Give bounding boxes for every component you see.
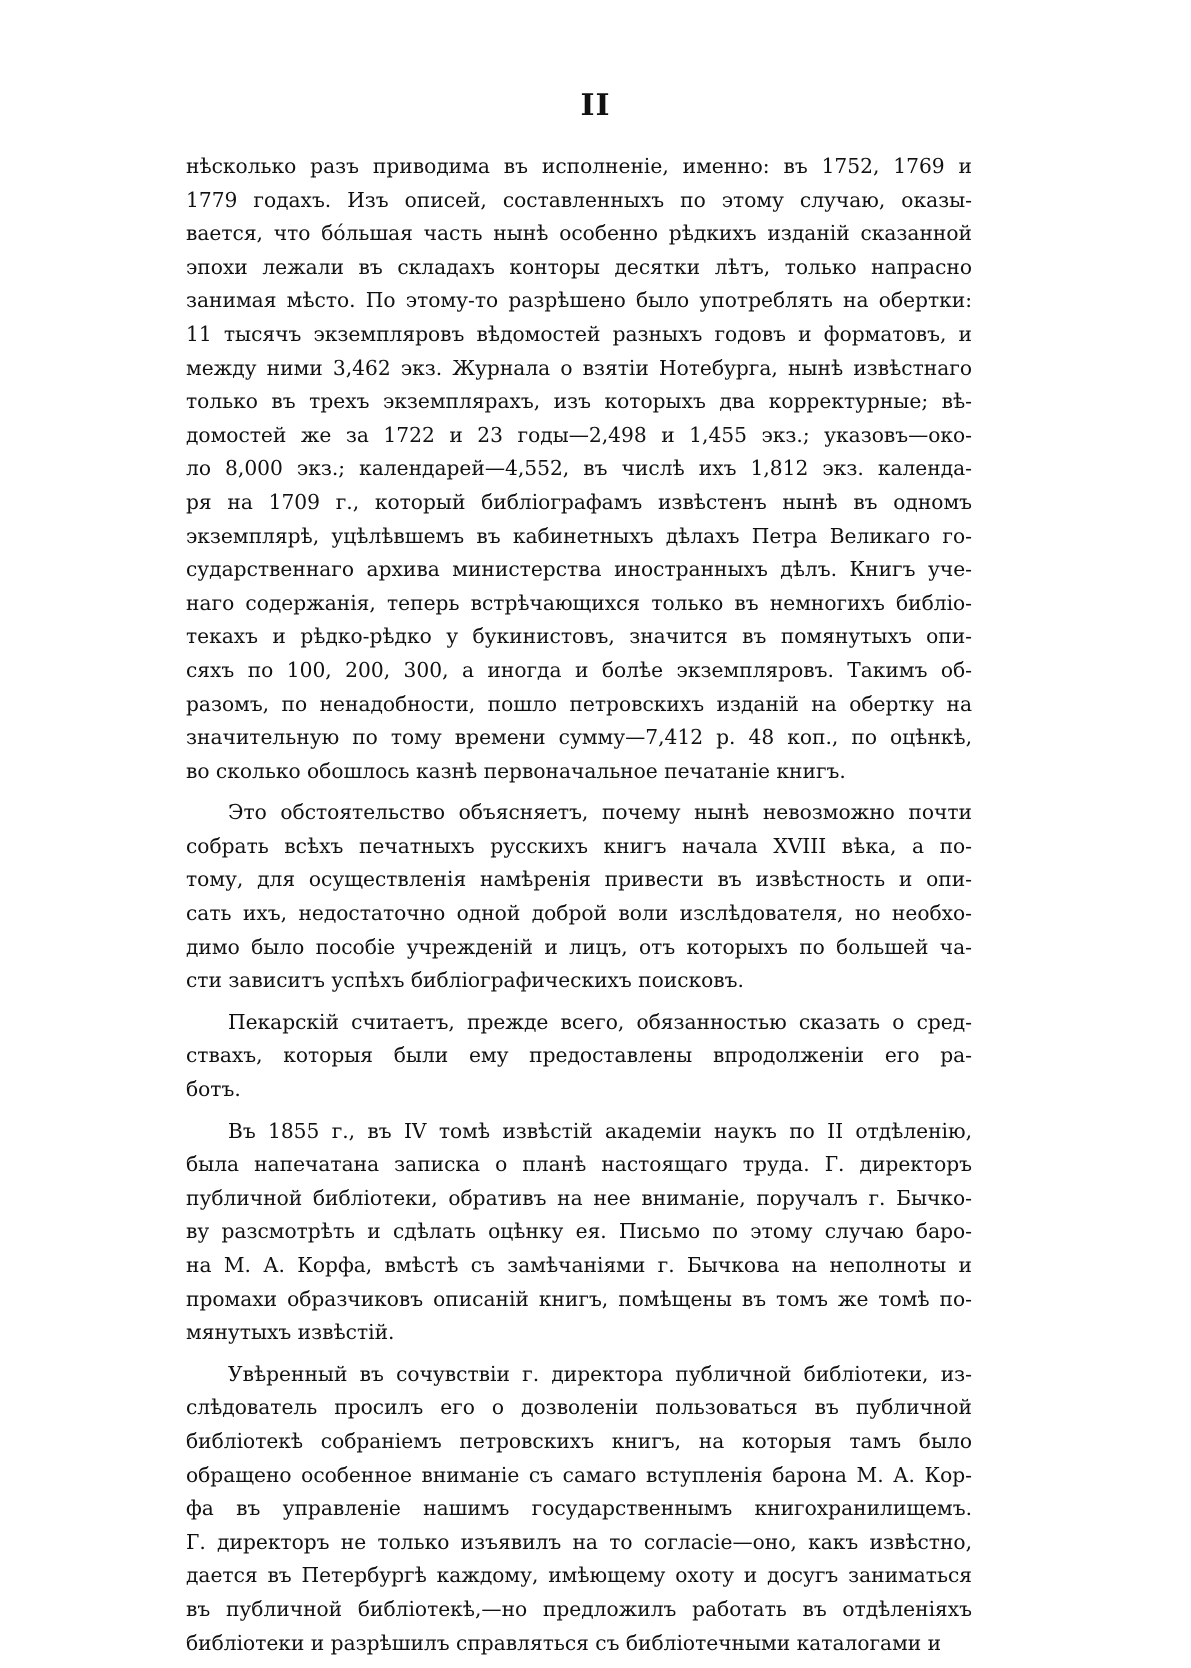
text-line: сударственнаго архива министерства иностранныхъ дѣлъ. Книгъ уче-: [186, 557, 972, 582]
text-line: публичной библіотеки, обративъ на нее вниманіе, поручалъ г. Бычко-: [186, 1185, 972, 1210]
text-line: разомъ, по ненадобности, пошло петровскихъ изданій на обертку на: [186, 691, 972, 716]
text-line: библіотеки и разрѣшилъ справляться съ библіотечными каталогами и: [186, 1630, 942, 1655]
text-line: наго содержанія, теперь встрѣчающихся только въ немногихъ библіо-: [186, 590, 972, 615]
text-line: мянутыхъ извѣстій.: [186, 1320, 395, 1345]
text-line: занимая мѣсто. По этому-то разрѣшено было употреблять на обертки:: [186, 288, 972, 313]
text-line: обращено особенное вниманіе съ самаго вступленія барона М. А. Кор-: [186, 1462, 972, 1487]
text-line: сать ихъ, недостаточно одной доброй воли изслѣдователя, но необхо-: [186, 901, 972, 926]
text-line: на М. А. Корфа, вмѣстѣ съ замѣчаніями г. Бычкова на неполноты и: [186, 1253, 972, 1277]
text-line: вается, что бóльшая часть нынѣ особенно рѣдкихъ изданій сказанной: [186, 221, 972, 246]
text-line: между ними 3,462 экз. Журнала о взятіи Нотебурга, нынѣ извѣстнаго: [186, 355, 972, 380]
paragraph: [186, 150, 972, 788]
text-line: эпохи лежали въ складахъ конторы десятки лѣтъ, только напрасно: [186, 254, 972, 279]
text-line: библіотекѣ собраніемъ петровскихъ книгъ, на которыя тамъ было: [186, 1428, 972, 1453]
text-line: Это обстоятельство объясняетъ, почему нынѣ невозможно почти: [228, 800, 972, 825]
text-line: ву разсмотрѣть и сдѣлать оцѣнку ея. Письмо по этому случаю баро-: [186, 1219, 972, 1244]
paragraph: [186, 1115, 972, 1350]
paragraph: [186, 1006, 972, 1107]
text-line: во сколько обошлось казнѣ первоначальное печатаніе книгъ.: [186, 758, 846, 783]
text-line: 1779 годахъ. Изъ описей, составленныхъ по этому случаю, оказы-: [186, 187, 972, 212]
text-line: нѣсколько разъ приводима въ исполненіе, именно: въ 1752, 1769 и: [186, 154, 972, 178]
text-line: ботъ.: [186, 1077, 241, 1102]
text-line: Въ 1855 г., въ IV томѣ извѣстій академіи наукъ по II отдѣленію,: [228, 1118, 972, 1143]
paragraph: [186, 1358, 972, 1660]
text-line: дается въ Петербургѣ каждому, имѣющему охоту и досугъ заниматься: [186, 1563, 972, 1588]
text-line: фа въ управленіе нашимъ государственнымъ книгохранилищемъ.: [186, 1496, 972, 1521]
text-line: сти зависитъ успѣхъ библіографическихъ поисковъ.: [186, 968, 744, 993]
paragraph: [186, 796, 972, 998]
text-line: тому, для осуществленія намѣренія привести въ извѣстность и опи-: [186, 867, 972, 892]
text-line: димо было пособіе учрежденій и лицъ, отъ которыхъ по большей ча-: [186, 934, 972, 959]
text-line: Г. директоръ не только изъявилъ на то согласіе—оно, какъ извѣстно,: [186, 1529, 972, 1554]
text-line: въ публичной библіотекѣ,—но предложилъ работать въ отдѣленіяхъ: [186, 1596, 972, 1621]
text-line: слѣдователь просилъ его о дозволеніи пользоваться въ публичной: [186, 1395, 972, 1420]
text-line: 11 тысячъ экземпляровъ вѣдомостей разныхъ годовъ и форматовъ, и: [186, 321, 972, 346]
text-line: только въ трехъ экземплярахъ, изъ которыхъ два корректурные; вѣ-: [186, 389, 972, 414]
text-line: была напечатана записка о планѣ настоящаго труда. Г. директоръ: [186, 1152, 972, 1177]
text-line: ствахъ, которыя были ему предоставлены впродолженіи его ра-: [186, 1043, 972, 1068]
text-line: сяхъ по 100, 200, 300, а иногда и болѣе экземпляровъ. Такимъ об-: [186, 657, 972, 682]
text-line: Пекарскій считаетъ, прежде всего, обязанностью сказать о сред-: [228, 1009, 972, 1034]
text-line: ло 8,000 экз.; календарей—4,552, въ числѣ ихъ 1,812 экз. календа-: [186, 456, 972, 481]
text-line: ря на 1709 г., который библіографамъ извѣстенъ нынѣ въ одномъ: [186, 489, 972, 514]
text-line: текахъ и рѣдко-рѣдко у букинистовъ, значится въ помянутыхъ опи-: [186, 624, 972, 649]
body-text: [186, 150, 972, 1668]
text-line: Увѣренный въ сочувствіи г. директора публичной библіотеки, из-: [228, 1361, 972, 1386]
text-line: значительную по тому времени сумму—7,412 р. 48 коп., по оцѣнкѣ,: [186, 725, 972, 750]
text-line: экземплярѣ, уцѣлѣвшемъ въ кабинетныхъ дѣлахъ Петра Великаго го-: [186, 523, 972, 548]
text-line: собрать всѣхъ печатныхъ русскихъ книгъ начала XVIII вѣка, а по-: [186, 833, 972, 858]
text-line: домостей же за 1722 и 23 годы—2,498 и 1,455 экз.; указовъ—око-: [186, 422, 972, 447]
text-line: промахи образчиковъ описаній книгъ, помѣщены въ томъ же томѣ по-: [186, 1286, 972, 1311]
page-number: II: [580, 88, 611, 123]
